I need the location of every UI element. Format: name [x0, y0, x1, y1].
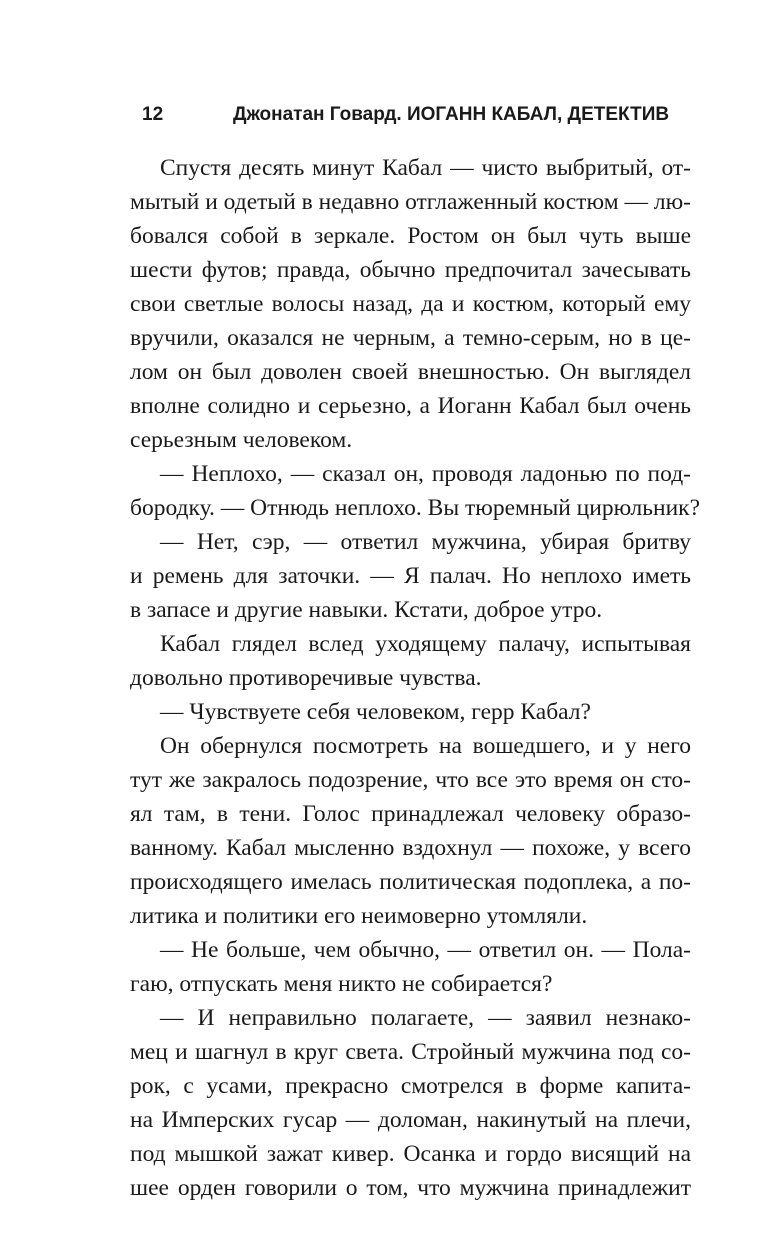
text-line: лом он был доволен своей внешностью. Он выглядел — [130, 359, 691, 385]
text-line: ванному. Кабал мысленно вздохнул — похоже, у всего — [130, 835, 691, 861]
text-line: довольно противоречивые чувства. — [130, 665, 482, 691]
text-line: — Чувствуете себя человеком, герр Кабал? — [160, 699, 591, 725]
body-text — [130, 151, 701, 1205]
page-number: 12 — [142, 104, 164, 125]
text-line: литика и политики его неимоверно утомляли. — [130, 903, 588, 929]
text-line: и ремень для заточки. — Я палач. Но неплохо иметь — [130, 563, 691, 589]
text-line: на Имперских гусар — доломан, накинутый на плечи, — [130, 1107, 691, 1133]
text-line: гаю, отпускать меня никто не собирается? — [130, 971, 553, 997]
running-head-title: Джонатан Говард. ИОГАНН КАБАЛ, ДЕТЕКТИВ — [233, 104, 670, 125]
text-line: бовался собой в зеркале. Ростом он был чуть выше — [130, 223, 691, 249]
text-line: тут же закралось подозрение, что все это время он сто- — [130, 767, 691, 793]
text-line: — И неправильно полагаете, — заявил незнако- — [160, 1005, 691, 1031]
text-line: Он обернулся посмотреть на вошедшего, и у него — [160, 733, 691, 759]
text-line: шести футов; правда, обычно предпочитал зачесывать — [130, 257, 691, 283]
text-line: — Не больше, чем обычно, — ответил он. — Пола- — [160, 937, 691, 963]
text-line: — Неплохо, — сказал он, проводя ладонью по под- — [160, 461, 691, 487]
text-line: — Нет, сэр, — ответил мужчина, убирая бритву — [160, 529, 691, 555]
text-line: в запасе и другие навыки. Кстати, доброе утро. — [130, 597, 603, 623]
text-line: шее орден говорили о том, что мужчина принадлежит — [130, 1175, 691, 1201]
text-line: Спустя десять минут Кабал — чисто выбритый, от- — [160, 155, 691, 181]
running-head — [132, 101, 692, 129]
text-line: бородку. — Отнюдь неплохо. Вы тюремный цирюльник? — [130, 495, 701, 521]
text-line: мец и шагнул в круг света. Стройный мужчина под со- — [130, 1039, 691, 1065]
text-line: вручили, оказался не черным, а темно-серым, но в це- — [130, 325, 691, 351]
text-line: под мышкой зажат кивер. Осанка и гордо висящий на — [130, 1141, 691, 1167]
text-line: Кабал глядел вслед уходящему палачу, испытывая — [160, 631, 691, 657]
text-line: происходящего имелась политическая подоплека, а по- — [130, 869, 691, 895]
text-line: вполне солидно и серьезно, а Иоганн Кабал был очень — [130, 393, 691, 419]
text-line: ял там, в тени. Голос принадлежал человеку образо- — [130, 801, 691, 827]
text-line: мытый и одетый в недавно отглаженный костюм — лю- — [130, 189, 691, 215]
text-line: серьезным человеком. — [130, 427, 353, 453]
text-line: рок, с усами, прекрасно смотрелся в форме капита- — [130, 1073, 691, 1099]
text-line: свои светлые волосы назад, да и костюм, который ему — [130, 291, 691, 317]
